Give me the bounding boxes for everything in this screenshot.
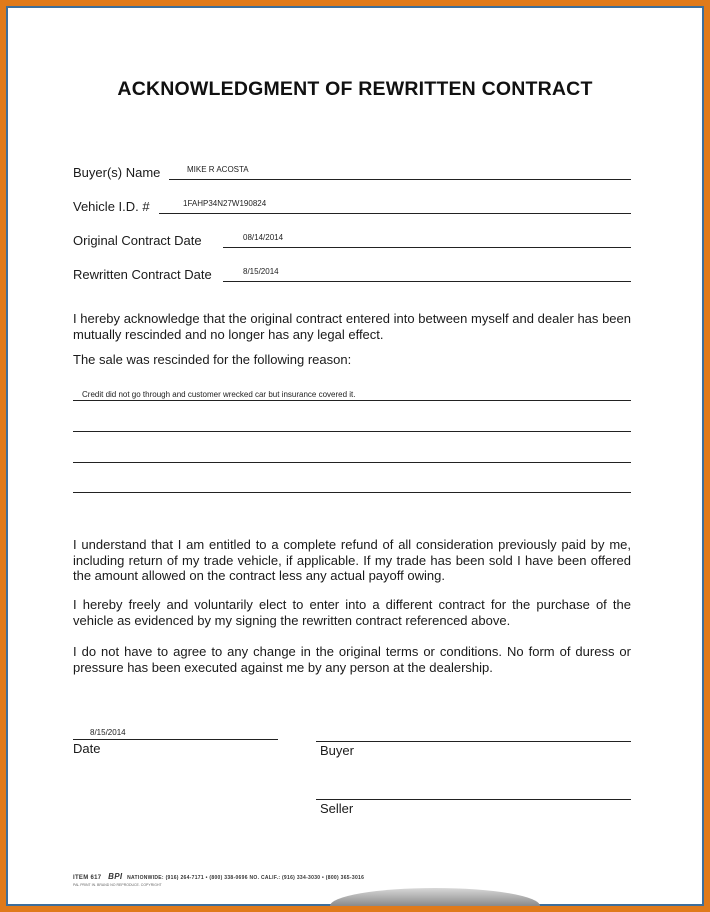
reason-intro: The sale was rescinded for the following reason: [73, 352, 352, 367]
document-page [9, 9, 701, 903]
buyer-name-label: Buyer(s) Name [73, 165, 161, 180]
rewritten-date-value: 8/15/2014 [243, 267, 279, 276]
original-date-value: 08/14/2014 [243, 233, 284, 242]
seller-signature-line [316, 799, 631, 800]
form-footer [73, 872, 364, 881]
rewritten-date-field [73, 262, 631, 282]
reason-line-4 [73, 492, 631, 493]
reason-line-3 [73, 462, 631, 463]
date-signature-label: Date [73, 741, 101, 756]
vehicle-id-field [73, 194, 631, 214]
reason-line-2 [73, 431, 631, 432]
original-date-line [223, 247, 631, 248]
refund-paragraph: I understand that I am entitled to a complete refund of all consideration previously paid by me, including return of my trade vehicle, if applicable. If my trade has been sold I have been offered the amount allowed on the contract less any actual payoff owing. [73, 537, 631, 583]
buyer-name-field [73, 160, 631, 180]
reason-line-1 [73, 400, 631, 401]
seller-signature-label: Seller [320, 801, 354, 816]
original-date-field [73, 228, 631, 248]
buyer-signature-line [316, 741, 631, 742]
footer-item-number: ITEM 617 [73, 875, 102, 881]
rewritten-date-label: Rewritten Contract Date [73, 267, 212, 282]
original-date-label: Original Contract Date [73, 233, 202, 248]
vehicle-id-value: 1FAHP34N27W190824 [183, 199, 267, 208]
footer-contacts: NATIONWIDE: (916) 264-7171 • (800) 338-0696 NO. CALIF.: (916) 334-3030 • (800) 365-3016 [127, 875, 365, 881]
document-title: ACKNOWLEDGMENT OF REWRITTEN CONTRACT [117, 78, 593, 100]
footer-fine-print: PAL PRINT IN. BRAND NO REPRODUCE. COPYRIGHT [73, 883, 162, 887]
date-signature-line [73, 739, 278, 740]
date-signature-value: 8/15/2014 [90, 728, 126, 737]
no-duress-paragraph: I do not have to agree to any change in the original terms or conditions. No form of duress or pressure has been executed against me by any person at the dealership. [73, 644, 631, 675]
vehicle-id-line [159, 213, 631, 214]
buyer-name-value: MIKE R ACOSTA [187, 165, 249, 174]
reason-value: Credit did not go through and customer wrecked car but insurance covered it. [82, 390, 356, 399]
bpi-logo: BPI [108, 872, 123, 881]
acknowledge-paragraph: I hereby acknowledge that the original contract entered into between myself and dealer has been mutually rescinded and no longer has any legal effect. [73, 311, 631, 342]
vehicle-id-label: Vehicle I.D. # [73, 199, 150, 214]
rewritten-date-line [223, 281, 631, 282]
buyer-name-line [169, 179, 631, 180]
voluntary-paragraph: I hereby freely and voluntarily elect to enter into a different contract for the purchase of the vehicle as evidenced by my signing the rewritten contract referenced above. [73, 597, 631, 628]
buyer-signature-label: Buyer [320, 743, 354, 758]
